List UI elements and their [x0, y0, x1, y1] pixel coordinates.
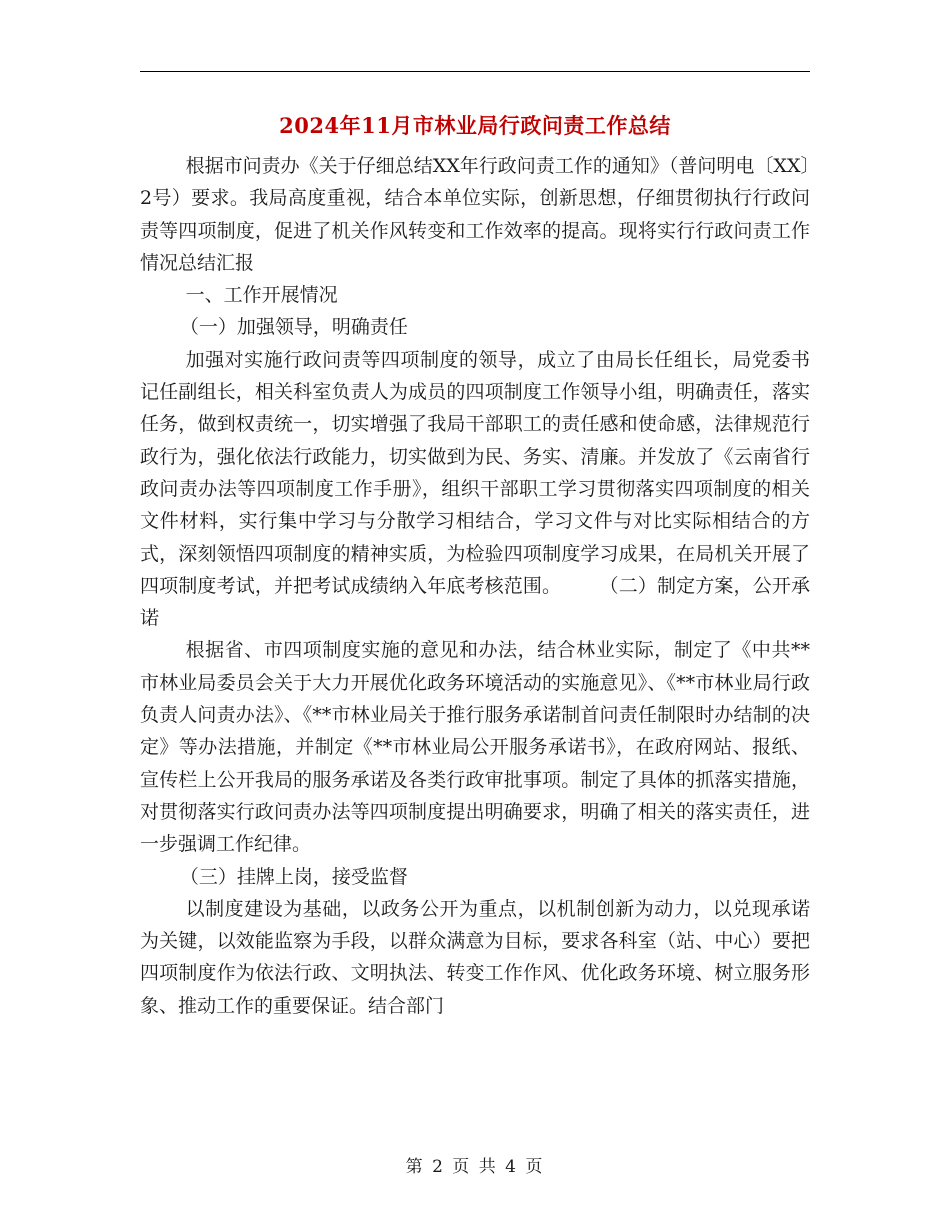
paragraph-supervision: 以制度建设为基础，以政务公开为重点，以机制创新为动力，以兑现承诺为关键，以效能监察为手段，以群众满意为目标，要求各科室（站、中心）要把四项制度作为依法行政、文明执法、转变工作作风、优化政务环境、树立服务形象、推动工作的重要保证。结合部门	[140, 897, 810, 1017]
subsection-heading-1: （一）加强领导，明确责任	[179, 316, 408, 339]
document-body	[140, 150, 810, 1022]
section-heading-1: 一、工作开展情况	[185, 284, 338, 307]
subsection-heading-3: （三）挂牌上岗，接受监督	[179, 865, 408, 888]
document-title: 2024年11月市林业局行政问责工作总结	[279, 113, 671, 138]
header-rule	[140, 71, 810, 72]
page-footer: 第 2 页 共 4 页	[405, 1157, 545, 1177]
paragraph-leadership: 加强对实施行政问责等四项制度的领导，成立了由局长任组长，局党委书记任副组长，相关科室负责人为成员的四项制度工作领导小组，明确责任，落实任务，做到权责统一，切实增强了我局干部职工的责任感和使命感，法律规范行政行为，强化依法行政能力，切实做到为民、务实、清廉。并发放了《云南省行政问责办法等四项制度工作手册》，组织干部职工学习贯彻落实四项制度的相关文件材料，实行集中学习与分散学习相结合，学习文件与对比实际相结合的方式，深刻领悟四项制度的精神实质，为检验四项制度学习成果，在局机关开展了四项制度考试，并把考试成绩纳入年底考核范围。 （二）制定方案，公开承诺	[140, 348, 810, 630]
paragraph-intro: 根据市问责办《关于仔细总结XX年行政问责工作的通知》（普问明电〔XX〕2号）要求。我局高度重视，结合本单位实际，创新思想，仔细贯彻执行行政问责等四项制度，促进了机关作风转变和工作效率的提高。现将实行行政问责工作情况总结汇报	[140, 155, 810, 274]
paragraph-plan: 根据省、市四项制度实施的意见和办法，结合林业实际，制定了《中共**市林业局委员会关于大力开展优化政务环境活动的实施意见》、《**市林业局行政负责人问责办法》、《**市林业局关于推行服务承诺制首问责任制限时办结制的决定》等办法措施，并制定《**市林业局公开服务承诺书》，在政府网站、报纸、宣传栏上公开我局的服务承诺及各类行政审批事项。制定了具体的抓落实措施，对贯彻落实行政问责办法等四项制度提出明确要求，明确了相关的落实责任，进一步强调工作纪律。	[140, 639, 810, 856]
